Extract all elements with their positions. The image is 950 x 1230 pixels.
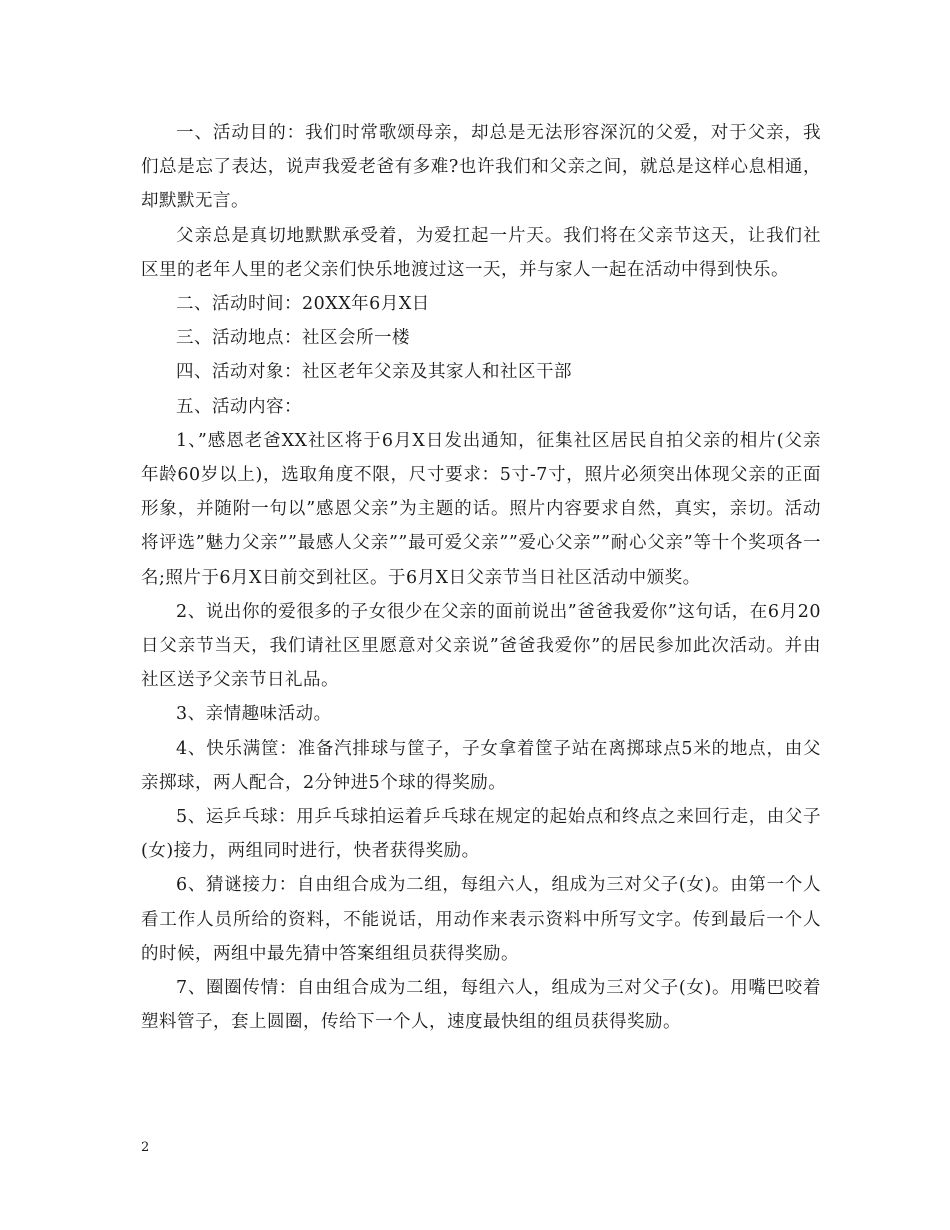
paragraph-activity-location: 三、活动地点：社区会所一楼	[176, 328, 410, 349]
paragraph-activity-time: 二、活动时间：20XX年6月X日	[176, 294, 430, 315]
paragraph-item-3-family-games: 3、亲情趣味活动。	[176, 704, 332, 725]
paragraph-item-6-riddle-relay: 6、猜谜接力：自由组合成为二组，每组六人，组成为三对父子(女)。由第一个人看工作人员所给的资料，不能说话，用动作来表示资料中所写文字。传到最后一个人的时候，两组中最先猜中答案组组员获得奖励。	[141, 875, 821, 964]
paragraph-activity-content-heading: 五、活动内容：	[176, 396, 302, 417]
paragraph-item-2-say-love: 2、说出你的爱很多的子女很少在父亲的面前说出”爸爸我爱你”这句话，在6月20日父亲节当天，我们请社区里愿意对父亲说”爸爸我爱你”的居民参加此次活动。并由社区送予父亲节日礼品。	[141, 601, 821, 691]
paragraph-item-4-basket: 4、快乐满筐：准备汽排球与筐子，子女拿着筐子站在离掷球点5米的地点，由父亲掷球，两人配合，2分钟进5个球的得奖励。	[141, 738, 821, 793]
page-number: 2	[141, 1140, 150, 1155]
paragraph-item-1-photo-contest: 1、”感恩老爸XX社区将于6月X日发出通知，征集社区居民自拍父亲的相片(父亲年龄60岁以上)，选取角度不限，尺寸要求：5寸-7寸，照片必须突出体现父亲的正面形象，并随附一句以”感恩父亲”为主题的话。照片内容要求自然，真实，亲切。活动将评选”魅力父亲””最感人父亲””最可爱父亲””爱心父亲””耐心父亲”等十个奖项各一名;照片于6月X日前交到社区。于6月X日父亲节当日社区活动中颁奖。	[141, 430, 821, 588]
document-body	[141, 116, 821, 1039]
paragraph-activity-audience: 四、活动对象：社区老年父亲及其家人和社区干部	[176, 362, 572, 383]
paragraph-activity-purpose: 一、活动目的：我们时常歌颂母亲，却总是无法形容深沉的父爱，对于父亲，我们总是忘了表达，说声我爱老爸有多难?也许我们和父亲之间，就总是这样心息相通，却默默无言。	[141, 123, 821, 212]
paragraph-father-intro: 父亲总是真切地默默承受着，为爱扛起一片天。我们将在父亲节这天，让我们社区里的老年人里的老父亲们快乐地渡过这一天，并与家人一起在活动中得到快乐。	[141, 225, 821, 280]
paragraph-item-5-ping-pong: 5、运乒乓球：用乒乓球拍运着乒乓球在规定的起始点和终点之来回行走，由父子(女)接力，两组同时进行，快者获得奖励。	[141, 807, 821, 862]
paragraph-item-7-ring-pass: 7、圈圈传情：自由组合成为二组，每组六人，组成为三对父子(女)。用嘴巴咬着塑料管子，套上圆圈，传给下一个人，速度最快组的组员获得奖励。	[141, 978, 821, 1033]
